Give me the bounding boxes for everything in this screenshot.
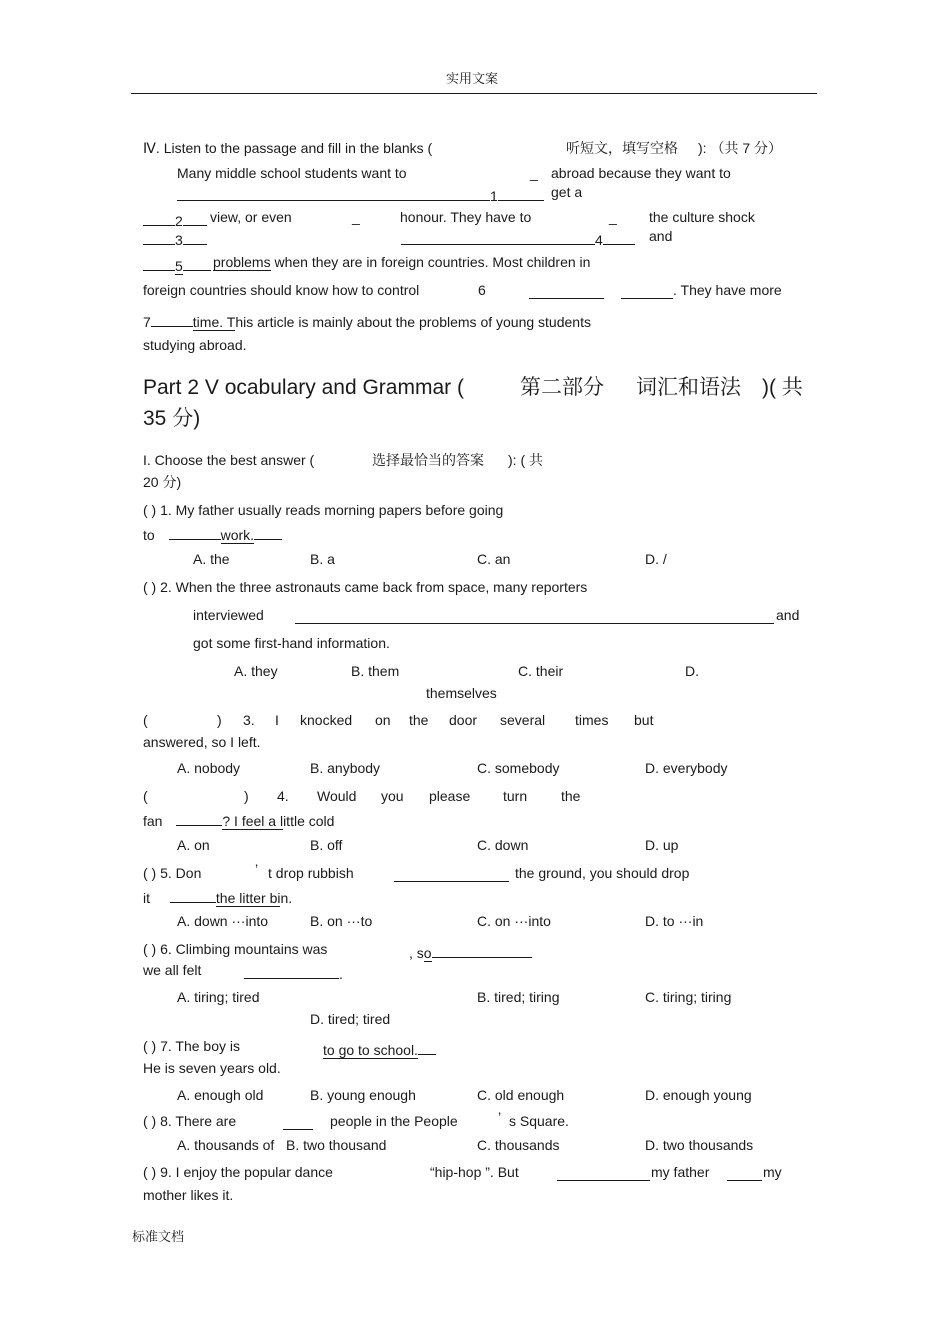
question-8-text-b: people in the People [330, 1113, 458, 1129]
question-3-word: on [375, 712, 391, 728]
question-5-blank-2[interactable] [170, 887, 216, 903]
question-2-option-d[interactable]: D. [685, 663, 699, 679]
passage-line5-b: . They have more [673, 282, 782, 298]
question-7-option-a[interactable]: A. enough old [177, 1087, 264, 1103]
question-9-text-b: “hip-hop ”. But [430, 1164, 519, 1180]
blank-6-number: 6 [478, 282, 486, 298]
question-5-blank[interactable] [394, 866, 509, 884]
question-6-text: ( ) 6. Climbing mountains was [143, 941, 328, 957]
question-4-blank[interactable] [176, 810, 222, 826]
passage-line6-b: his article is mainly about the problems of young students [235, 314, 591, 330]
question-8-option-b[interactable]: B. two thousand [286, 1137, 387, 1153]
blank-3-number: 3 [175, 232, 183, 248]
question-2-and: and [776, 607, 800, 623]
question-3-number: 3. [243, 712, 255, 728]
question-3-line2: answered, so I left. [143, 734, 261, 750]
question-2-interviewed: interviewed [193, 607, 264, 623]
blank-1-number: 1 [490, 188, 498, 204]
part2-title-en: Part 2 V ocabulary and Grammar ( [143, 376, 464, 399]
blank-7[interactable] [143, 311, 591, 329]
question-8-blank[interactable] [283, 1114, 313, 1132]
blank-1[interactable] [177, 185, 544, 203]
part2-title-score: 35 分) [143, 407, 201, 430]
passage-line1-b: abroad because they want to [551, 165, 731, 181]
question-3-option-b[interactable]: B. anybody [310, 760, 381, 776]
question-9-text-c: my father [651, 1164, 710, 1180]
passage-line2-b: honour. They have to [400, 209, 532, 225]
question-7-text: ( ) 7. The boy is [143, 1038, 241, 1054]
question-4-paren-open: ( [143, 788, 148, 804]
blank-5[interactable] [143, 255, 211, 273]
question-7-blank[interactable]: to go to school. [323, 1039, 436, 1057]
question-2-option-d-text: themselves [426, 685, 497, 701]
question-1-option-d[interactable]: D. / [645, 551, 667, 567]
question-2-blank[interactable] [295, 608, 774, 626]
passage-line4 [213, 255, 590, 269]
part2-title-cn1: 第二部分 [520, 376, 604, 399]
question-4-word: the [561, 788, 581, 804]
question-7-option-b[interactable]: B. young enough [310, 1087, 416, 1103]
question-8-text-c: s Square. [509, 1113, 569, 1129]
question-3-option-c[interactable]: C. somebody [477, 760, 560, 776]
section4-heading-cn: 听短文，填写空格 [566, 140, 678, 156]
question-3-word: I [275, 712, 279, 728]
question-6-option-c[interactable]: C. tiring; tiring [645, 989, 732, 1005]
blank-5-number: 5 [175, 258, 183, 274]
question-2-line3: got some first-hand information. [193, 635, 390, 651]
header-rule [131, 93, 817, 94]
question-5-text: ( ) 5. Don [143, 865, 202, 881]
passage-line7: studying abroad. [143, 337, 247, 353]
section4-heading [143, 141, 432, 155]
question-3-paren-open: ( [143, 712, 148, 728]
question-1-option-b[interactable]: B. a [310, 551, 335, 567]
question-3-word: knocked [300, 712, 353, 728]
passage-line3-and: and [649, 228, 673, 244]
question-4-number: 4. [277, 788, 289, 804]
section1-heading-score: 20 分) [143, 474, 182, 490]
question-4-word: turn [503, 788, 528, 804]
question-5-text-b: t drop rubbish [268, 865, 354, 881]
question-5-option-c[interactable]: C. on ···into [477, 913, 551, 929]
question-9-text: ( ) 9. I enjoy the popular dance [143, 1164, 333, 1180]
question-2-option-c[interactable]: C. their [518, 663, 564, 679]
blank-6[interactable] [529, 283, 604, 301]
question-4-option-c[interactable]: C. down [477, 837, 529, 853]
part2-title-end: )( 共 [762, 376, 803, 399]
question-9-text-d: my [763, 1164, 782, 1180]
page-header-title: 实用文案 [446, 71, 499, 86]
question-1-blank[interactable] [169, 524, 221, 540]
question-8-apostrophe: ’ [498, 1109, 502, 1125]
passage-line5-a: foreign countries should know how to control [143, 282, 420, 298]
question-4-option-d[interactable]: D. up [645, 837, 679, 853]
section4-heading-en: Ⅳ. Listen to the passage and fill in the blanks ( [143, 140, 433, 156]
blank-6-b[interactable] [621, 283, 673, 301]
passage-line1-a: Many middle school students want to [177, 165, 407, 181]
question-4-line2: fan ? I feel a little cold [143, 810, 334, 828]
question-4-word: you [381, 788, 404, 804]
question-2-option-a[interactable]: A. they [234, 663, 278, 679]
section1-heading-en: I. Choose the best answer ( [143, 452, 315, 468]
question-1-line2: to work. [143, 524, 282, 542]
question-5-option-a[interactable]: A. down ···into [177, 913, 269, 929]
question-3-word: several [500, 712, 546, 728]
question-5-text-c: the ground, you should drop [515, 865, 690, 881]
question-7-option-d[interactable]: D. enough young [645, 1087, 752, 1103]
question-5-option-d[interactable]: D. to ···in [645, 913, 704, 929]
question-6-option-a[interactable]: A. tiring; tired [177, 989, 260, 1005]
section1-heading-cn: 选择最恰当的答案 [372, 452, 484, 468]
question-7-option-c[interactable]: C. old enough [477, 1087, 565, 1103]
blank-7-number: 7 [143, 314, 151, 330]
question-6-blank-2[interactable]: . [244, 963, 343, 981]
passage-dash: _ [530, 165, 538, 181]
blank-4-number: 4 [595, 232, 603, 248]
question-4-option-a[interactable]: A. on [177, 837, 210, 853]
section4-heading-score: ): （共 7 分） [698, 140, 783, 156]
question-6-line2: we all felt [143, 962, 202, 978]
question-2-text: ( ) 2. When the three astronauts came back from space, many reporters [143, 579, 588, 595]
passage-dash: _ [609, 209, 617, 225]
passage-line6-a: time. T [192, 314, 236, 330]
question-8-option-d[interactable]: D. two thousands [645, 1137, 754, 1153]
question-4-word: please [429, 788, 471, 804]
question-4-word: Would [317, 788, 357, 804]
question-3-word: times [575, 712, 609, 728]
question-3-paren-close: ) [217, 712, 222, 728]
page-footer-label: 标准文档 [132, 1229, 185, 1244]
question-4-paren-close: ) [244, 788, 249, 804]
question-5-option-b[interactable]: B. on ···to [310, 913, 373, 929]
question-3-word: door [449, 712, 478, 728]
question-9-blank[interactable] [557, 1165, 650, 1183]
passage-line1-c: get a [551, 184, 583, 200]
question-5-apostrophe: ’ [255, 861, 259, 877]
question-3-option-d[interactable]: D. everybody [645, 760, 728, 776]
question-3-word: but [634, 712, 654, 728]
part2-title-cn2: 词汇和语法 [636, 376, 741, 399]
question-7-line2: He is seven years old. [143, 1060, 281, 1076]
question-6-so: , so [409, 942, 532, 960]
blank-2-number: 2 [175, 213, 183, 229]
passage-line2-c: the culture shock [649, 209, 755, 225]
question-5-line2: it the litter bin. [143, 887, 292, 905]
passage-line4-a: problems [213, 254, 271, 270]
question-4-option-b[interactable]: B. off [310, 837, 343, 853]
section1-heading-end: ): ( 共 [508, 452, 543, 468]
question-2-option-b[interactable]: B. them [351, 663, 400, 679]
question-6-option-d[interactable]: D. tired; tired [310, 1011, 391, 1027]
blank-2[interactable] [143, 210, 207, 228]
question-9-line2: mother likes it. [143, 1187, 234, 1203]
blank-3[interactable] [143, 229, 207, 247]
passage-dash: _ [352, 209, 360, 225]
question-3-option-a[interactable]: A. nobody [177, 760, 241, 776]
question-6-blank[interactable] [432, 942, 532, 958]
question-8-text: ( ) 8. There are [143, 1113, 237, 1129]
question-1-option-c[interactable]: C. an [477, 551, 511, 567]
question-8-option-a[interactable]: A. thousands of [177, 1137, 275, 1153]
question-6-option-b[interactable]: B. tired; tiring [477, 989, 560, 1005]
passage-line2-a: view, or even [210, 209, 292, 225]
blank-4[interactable] [401, 229, 635, 247]
question-8-option-c[interactable]: C. thousands [477, 1137, 560, 1153]
question-1-option-a[interactable]: A. the [193, 551, 230, 567]
question-3-word: the [409, 712, 429, 728]
passage-line4-b: when they are in foreign countries. Most children in [274, 254, 591, 270]
question-9-blank-2[interactable] [727, 1165, 762, 1183]
question-1-text: ( ) 1. My father usually reads morning papers before going [143, 502, 504, 518]
